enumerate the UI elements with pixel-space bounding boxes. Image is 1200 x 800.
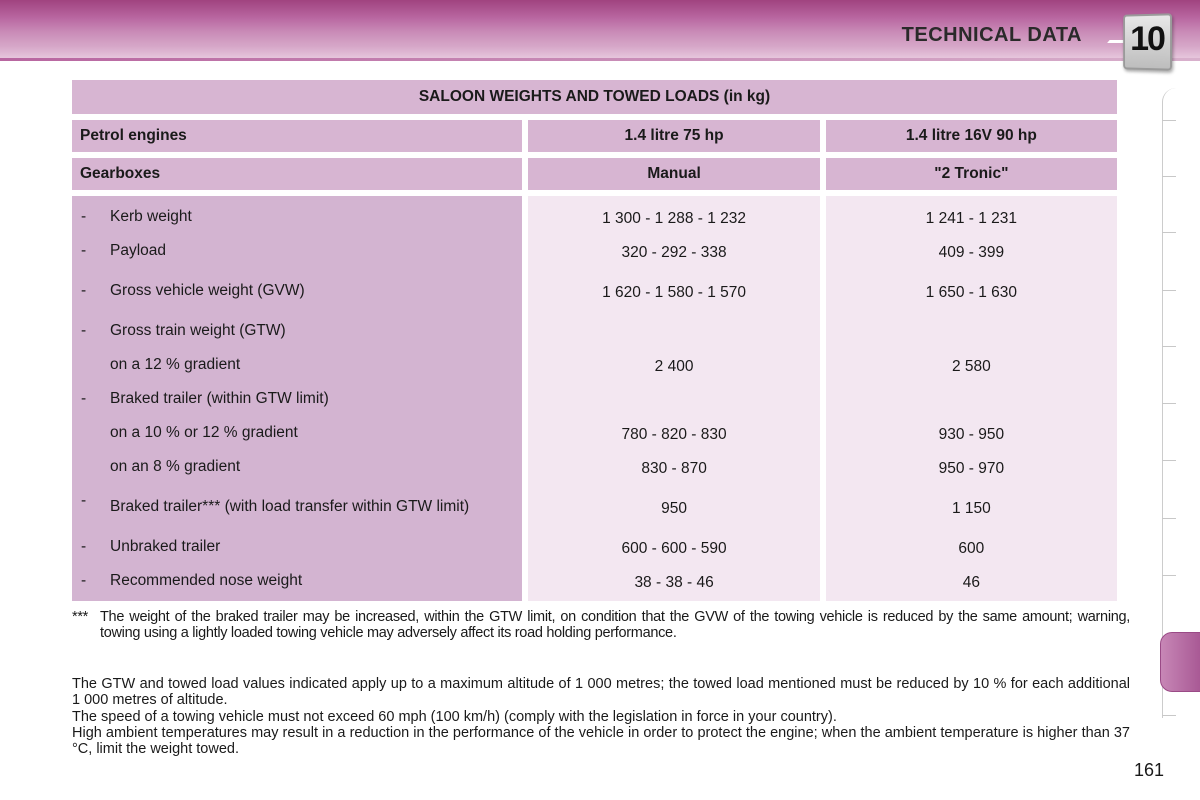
page-number: 161 bbox=[1134, 760, 1165, 780]
row-label: on a 12 % gradient bbox=[110, 356, 241, 373]
speed-paragraph: The speed of a towing vehicle must not exceed 60 mph (100 km/h) (comply with the legislation in force in your country). bbox=[72, 709, 837, 725]
row-label: Recommended nose weight bbox=[110, 572, 303, 589]
row-label: Braked trailer*** (with load transfer within GTW limit) bbox=[110, 498, 470, 515]
table-row bbox=[72, 268, 522, 314]
row-label: Gross train weight (GTW) bbox=[110, 322, 286, 339]
cell-value: 1 300 - 1 288 - 1 232 bbox=[602, 209, 747, 227]
chapter-tab-divider bbox=[1162, 575, 1176, 576]
values-column-1 bbox=[528, 196, 819, 601]
row-dash: - bbox=[81, 390, 87, 407]
cell-value: 1 241 - 1 231 bbox=[925, 209, 1018, 227]
cell-value: 1 650 - 1 630 bbox=[925, 283, 1018, 301]
row-label: Unbraked trailer bbox=[110, 538, 221, 555]
table-cell bbox=[826, 236, 1117, 270]
cell-value: 38 - 38 - 46 bbox=[634, 573, 714, 591]
row-label: Kerb weight bbox=[110, 208, 192, 225]
gearbox-col2: "2 Tronic" bbox=[826, 158, 1117, 190]
weights-table bbox=[66, 74, 1123, 607]
cell-value: 2 400 bbox=[654, 357, 694, 375]
table-cell bbox=[528, 236, 819, 270]
row-label: on an 8 % gradient bbox=[110, 458, 241, 475]
table-cell bbox=[826, 452, 1117, 486]
engine-col1: 1.4 litre 75 hp bbox=[528, 120, 819, 152]
table-cell bbox=[528, 418, 819, 452]
cell-value: 830 - 870 bbox=[641, 459, 707, 477]
footnote bbox=[72, 609, 1130, 641]
table-row bbox=[72, 416, 522, 450]
cell-value: 950 bbox=[661, 499, 688, 517]
table-row bbox=[72, 484, 522, 530]
table-cell bbox=[528, 566, 819, 600]
engine-col2: 1.4 litre 16V 90 hp bbox=[826, 120, 1117, 152]
row-dash: - bbox=[81, 322, 87, 339]
table-cell bbox=[826, 270, 1117, 316]
table-cell bbox=[826, 350, 1117, 384]
table-cell bbox=[826, 566, 1117, 600]
chapter-tab-divider bbox=[1162, 518, 1176, 519]
row-dash: - bbox=[81, 492, 87, 509]
table-cell bbox=[528, 384, 819, 418]
chapter-tab-divider bbox=[1162, 403, 1176, 404]
table-row bbox=[72, 564, 522, 598]
values-column-2 bbox=[826, 196, 1117, 601]
cell-value: 950 - 970 bbox=[938, 459, 1005, 477]
chapter-tab-active[interactable] bbox=[1160, 632, 1200, 692]
row-label: on a 10 % or 12 % gradient bbox=[110, 424, 298, 441]
cell-value: 600 bbox=[958, 539, 985, 557]
label-column bbox=[72, 196, 522, 601]
table-row bbox=[72, 234, 522, 268]
row-dash: - bbox=[81, 208, 87, 225]
table-cell bbox=[528, 350, 819, 384]
row-label: Payload bbox=[110, 242, 167, 259]
chapter-tab-divider bbox=[1162, 715, 1176, 716]
table-cell bbox=[528, 532, 819, 566]
gearbox-row-label: Gearboxes bbox=[72, 158, 522, 190]
engine-row-label: Petrol engines bbox=[72, 120, 522, 152]
chapter-number: 10 bbox=[1130, 20, 1164, 58]
footnote-text: The weight of the braked trailer may be increased, within the GTW limit, on condition that the GVW of the towing vehicle is reduced by the same amount; warning, towing using a lightly loaded towing vehicle may adversely affect its road holding performance. bbox=[100, 609, 1130, 641]
table-row bbox=[72, 530, 522, 564]
cell-value: 1 150 bbox=[951, 499, 991, 517]
chapter-tab-divider bbox=[1162, 290, 1176, 291]
table-row bbox=[72, 314, 522, 348]
table-row bbox=[72, 382, 522, 416]
table-cell bbox=[528, 270, 819, 316]
row-dash: - bbox=[81, 572, 87, 589]
table-row bbox=[72, 200, 522, 234]
table-cell bbox=[826, 202, 1117, 236]
chapter-tab-divider bbox=[1162, 176, 1176, 177]
row-label: Braked trailer (within GTW limit) bbox=[110, 390, 329, 407]
cell-value: 46 bbox=[962, 573, 980, 591]
table-cell bbox=[826, 384, 1117, 418]
cell-value: 1 620 - 1 580 - 1 570 bbox=[602, 283, 747, 301]
cell-value: 409 - 399 bbox=[938, 243, 1005, 261]
altitude-paragraph: The GTW and towed load values indicated apply up to a maximum altitude of 1 000 metres; the towed load mentioned must be reduced by 10 % for each additional 1 000 metres of altitude. bbox=[72, 676, 1130, 708]
cell-value: 2 580 bbox=[951, 357, 991, 375]
chapter-tab-divider bbox=[1162, 120, 1176, 121]
table-cell bbox=[528, 452, 819, 486]
cell-value: 780 - 820 - 830 bbox=[621, 425, 727, 443]
row-label: Gross vehicle weight (GVW) bbox=[110, 282, 305, 299]
header-divider bbox=[0, 58, 1200, 61]
footnote-marker: *** bbox=[72, 609, 89, 625]
table-cell bbox=[826, 418, 1117, 452]
chapter-tab-divider bbox=[1162, 232, 1176, 233]
cell-value: 320 - 292 - 338 bbox=[621, 243, 727, 261]
table-title: SALOON WEIGHTS AND TOWED LOADS (in kg) bbox=[72, 80, 1117, 114]
table-cell bbox=[528, 202, 819, 236]
row-dash: - bbox=[81, 538, 87, 555]
table-cell bbox=[826, 316, 1117, 350]
table-row bbox=[72, 450, 522, 484]
temperature-paragraph: High ambient temperatures may result in a reduction in the performance of the vehicle in order to protect the engine; when the ambient temperature is higher than 37 °C, limit the weight towed. bbox=[72, 725, 1130, 757]
table-cell bbox=[528, 316, 819, 350]
table-cell bbox=[826, 486, 1117, 532]
row-dash: - bbox=[81, 242, 87, 259]
chapter-tab-divider bbox=[1162, 460, 1176, 461]
table-cell bbox=[528, 486, 819, 532]
section-title: TECHNICAL DATA bbox=[901, 24, 1082, 46]
cell-value: 930 - 950 bbox=[938, 425, 1005, 443]
chapter-tab-divider bbox=[1162, 346, 1176, 347]
table-cell bbox=[826, 532, 1117, 566]
table-row bbox=[72, 348, 522, 382]
row-dash: - bbox=[81, 282, 87, 299]
gearbox-col1: Manual bbox=[528, 158, 819, 190]
cell-value: 600 - 600 - 590 bbox=[621, 539, 727, 557]
